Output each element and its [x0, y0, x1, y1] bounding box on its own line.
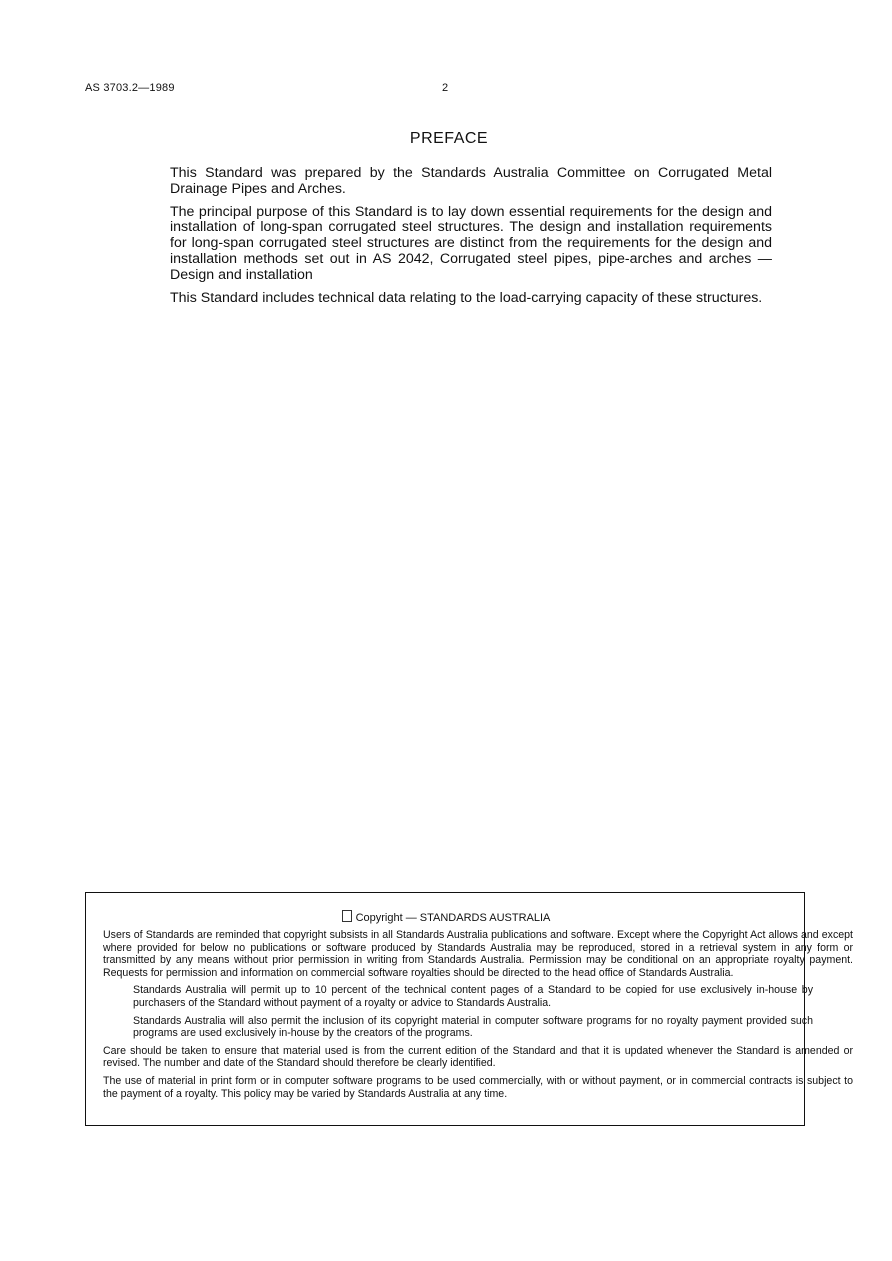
page-number: 2	[442, 82, 449, 94]
copyright-paragraph: The use of material in print form or in computer software programs to be used commercially, with or without payment, or in commercial contracts is subject to the payment of a royalty. This policy may be varied by Standards Australia at any time.	[103, 1074, 853, 1100]
preface-title: PREFACE	[409, 130, 489, 147]
copyright-notice-box	[85, 892, 853, 1126]
copyright-paragraph: Care should be taken to ensure that material used is from the current edition of the Standard and that it is updated whenever the Standard is amended or revised. The number and date of the Standard should therefore be clearly identified.	[103, 1044, 853, 1070]
copyright-paragraph-indented: Standards Australia will permit up to 10 percent of the technical content pages of a Standard to be copied for use exclusively in-house by purchasers of the Standard without payment of a royalty or advice to Standards Australia.	[133, 984, 813, 1009]
standard-number: AS 3703.2—1989	[85, 82, 175, 94]
preface-paragraph: This Standard was prepared by the Standards Australia Committee on Corrugated Metal Drainage Pipes and Arches.	[170, 165, 772, 197]
copyright-symbol-icon	[342, 910, 352, 922]
copyright-paragraph: Users of Standards are reminded that copyright subsists in all Standards Australia publications and software. Except where the Copyright Act allows and except where provided for below no publications or software produced by Standards Australia may be reproduced, stored in a retrieval system in any form or transmitted by any means without prior permission in writing from Standards Australia. Permission may be conditional on an appropriate royalty payment. Requests for permission and information on commercial software royalties should be directed to the head office of Standards Australia.	[103, 929, 853, 979]
copyright-paragraph-indented: Standards Australia will also permit the inclusion of its copyright material in computer software programs for no royalty payment provided such programs are used exclusively in-house by the creators of the programs.	[133, 1014, 813, 1040]
preface-paragraph: The principal purpose of this Standard is to lay down essential requirements for the design and installation of long-span corrugated steel structures. The design and installation requirements for long-span corrugated steel structures are distinct from the requirements for the design and installation methods set out in AS 2042, Corrugated steel pipes, pipe-arches and arches — Design and installation	[170, 203, 772, 283]
preface-paragraph: This Standard includes technical data relating to the load-carrying capacity of these structures.	[170, 289, 763, 306]
copyright-text	[103, 929, 853, 1105]
preface-body	[170, 166, 772, 313]
copyright-heading-text: Copyright — STANDARDS AUSTRALIA	[355, 912, 551, 924]
copyright-heading	[86, 910, 806, 924]
